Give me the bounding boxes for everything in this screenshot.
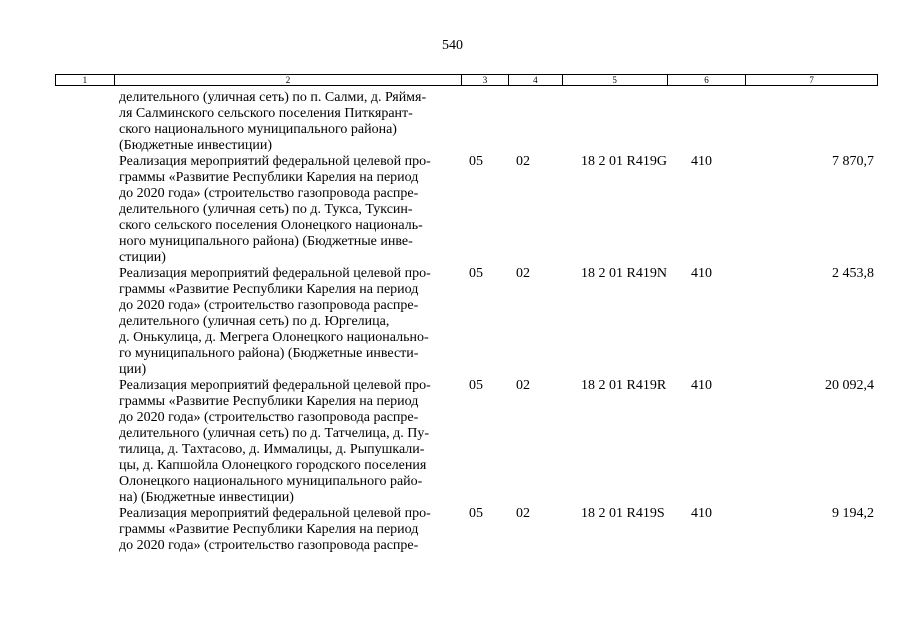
description-line: цы, д. Капшойла Олонецкого городского поселения xyxy=(119,458,427,473)
section-code: 05 xyxy=(469,378,483,393)
amount-value: 9 194,2 xyxy=(832,506,874,521)
amount-value: 20 092,4 xyxy=(825,378,874,393)
target-article-code: 18 2 01 R419N xyxy=(581,266,667,281)
header-col-7: 7 xyxy=(809,75,814,85)
description-line: делительного (уличная сеть) по д. Юргелица, xyxy=(119,314,390,329)
description-line: ского сельского поселения Олонецкого националь- xyxy=(119,218,423,233)
header-col-4: 4 xyxy=(509,75,563,85)
row-description xyxy=(119,90,459,154)
expense-type-code: 410 xyxy=(691,154,712,169)
row-description xyxy=(119,154,459,266)
table-body xyxy=(0,90,905,554)
subsection-code: 02 xyxy=(516,378,530,393)
section-code: 05 xyxy=(469,154,483,169)
amount-value: 2 453,8 xyxy=(832,266,874,281)
description-line: делительного (уличная сеть) по д. Тукса, Туксин- xyxy=(119,202,413,217)
row-description xyxy=(119,266,459,378)
table-row xyxy=(0,378,905,506)
amount-value: 7 870,7 xyxy=(832,154,874,169)
description-line: до 2020 года» (строительство газопровода распре- xyxy=(119,410,419,425)
description-line: д. Онькулица, д. Мегрега Олонецкого национально- xyxy=(119,330,429,345)
description-line: Олонецкого национального муниципального райо- xyxy=(119,474,423,489)
description-line: Реализация мероприятий федеральной целевой про- xyxy=(119,506,431,521)
description-line: Реализация мероприятий федеральной целевой про- xyxy=(119,378,431,393)
description-line: до 2020 года» (строительство газопровода распре- xyxy=(119,538,419,553)
section-code: 05 xyxy=(469,506,483,521)
description-line: делительного (уличная сеть) по д. Татчелица, д. Пу- xyxy=(119,426,430,441)
table-header xyxy=(55,74,878,86)
target-article-code: 18 2 01 R419G xyxy=(581,154,667,169)
expense-type-code: 410 xyxy=(691,378,712,393)
description-line: делительного (уличная сеть) по п. Салми, д. Ряймя- xyxy=(119,90,427,105)
description-line: тилица, д. Тахтасово, д. Иммалицы, д. Рыпушкали- xyxy=(119,442,425,457)
description-line: Реализация мероприятий федеральной целевой про- xyxy=(119,266,431,281)
subsection-code: 02 xyxy=(516,266,530,281)
section-code: 05 xyxy=(469,266,483,281)
expense-type-code: 410 xyxy=(691,506,712,521)
table-row xyxy=(0,506,905,554)
description-line: (Бюджетные инвестиции) xyxy=(119,138,273,153)
table-row xyxy=(0,90,905,154)
description-line: го муниципального района) (Бюджетные инвести- xyxy=(119,346,419,361)
target-article-code: 18 2 01 R419R xyxy=(581,378,667,393)
header-col-1: 1 xyxy=(56,75,115,85)
description-line: до 2020 года» (строительство газопровода распре- xyxy=(119,186,419,201)
header-col-2: 2 xyxy=(115,75,462,85)
description-line: граммы «Развитие Республики Карелия на период xyxy=(119,522,419,537)
header-col-5: 5 xyxy=(563,75,668,85)
description-line: на) (Бюджетные инвестиции) xyxy=(119,490,294,505)
description-line: граммы «Развитие Республики Карелия на период xyxy=(119,170,419,185)
description-line: стиции) xyxy=(119,250,166,265)
description-line: Реализация мероприятий федеральной целевой про- xyxy=(119,154,431,169)
target-article-code: 18 2 01 R419S xyxy=(581,506,665,521)
row-description xyxy=(119,378,459,506)
page-number: 540 xyxy=(442,38,463,53)
table-row xyxy=(0,266,905,378)
description-line: граммы «Развитие Республики Карелия на период xyxy=(119,282,419,297)
table-row xyxy=(0,154,905,266)
header-col-3: 3 xyxy=(462,75,509,85)
subsection-code: 02 xyxy=(516,506,530,521)
description-line: ного муниципального района) (Бюджетные инве- xyxy=(119,234,413,249)
row-description xyxy=(119,506,459,554)
description-line: ля Салминского сельского поселения Питкярант- xyxy=(119,106,413,121)
description-line: до 2020 года» (строительство газопровода распре- xyxy=(119,298,419,313)
subsection-code: 02 xyxy=(516,154,530,169)
description-line: граммы «Развитие Республики Карелия на период xyxy=(119,394,419,409)
description-line: ского национального муниципального района) xyxy=(119,122,397,137)
expense-type-code: 410 xyxy=(691,266,712,281)
header-col-6: 6 xyxy=(668,75,747,85)
description-line: ции) xyxy=(119,362,147,377)
